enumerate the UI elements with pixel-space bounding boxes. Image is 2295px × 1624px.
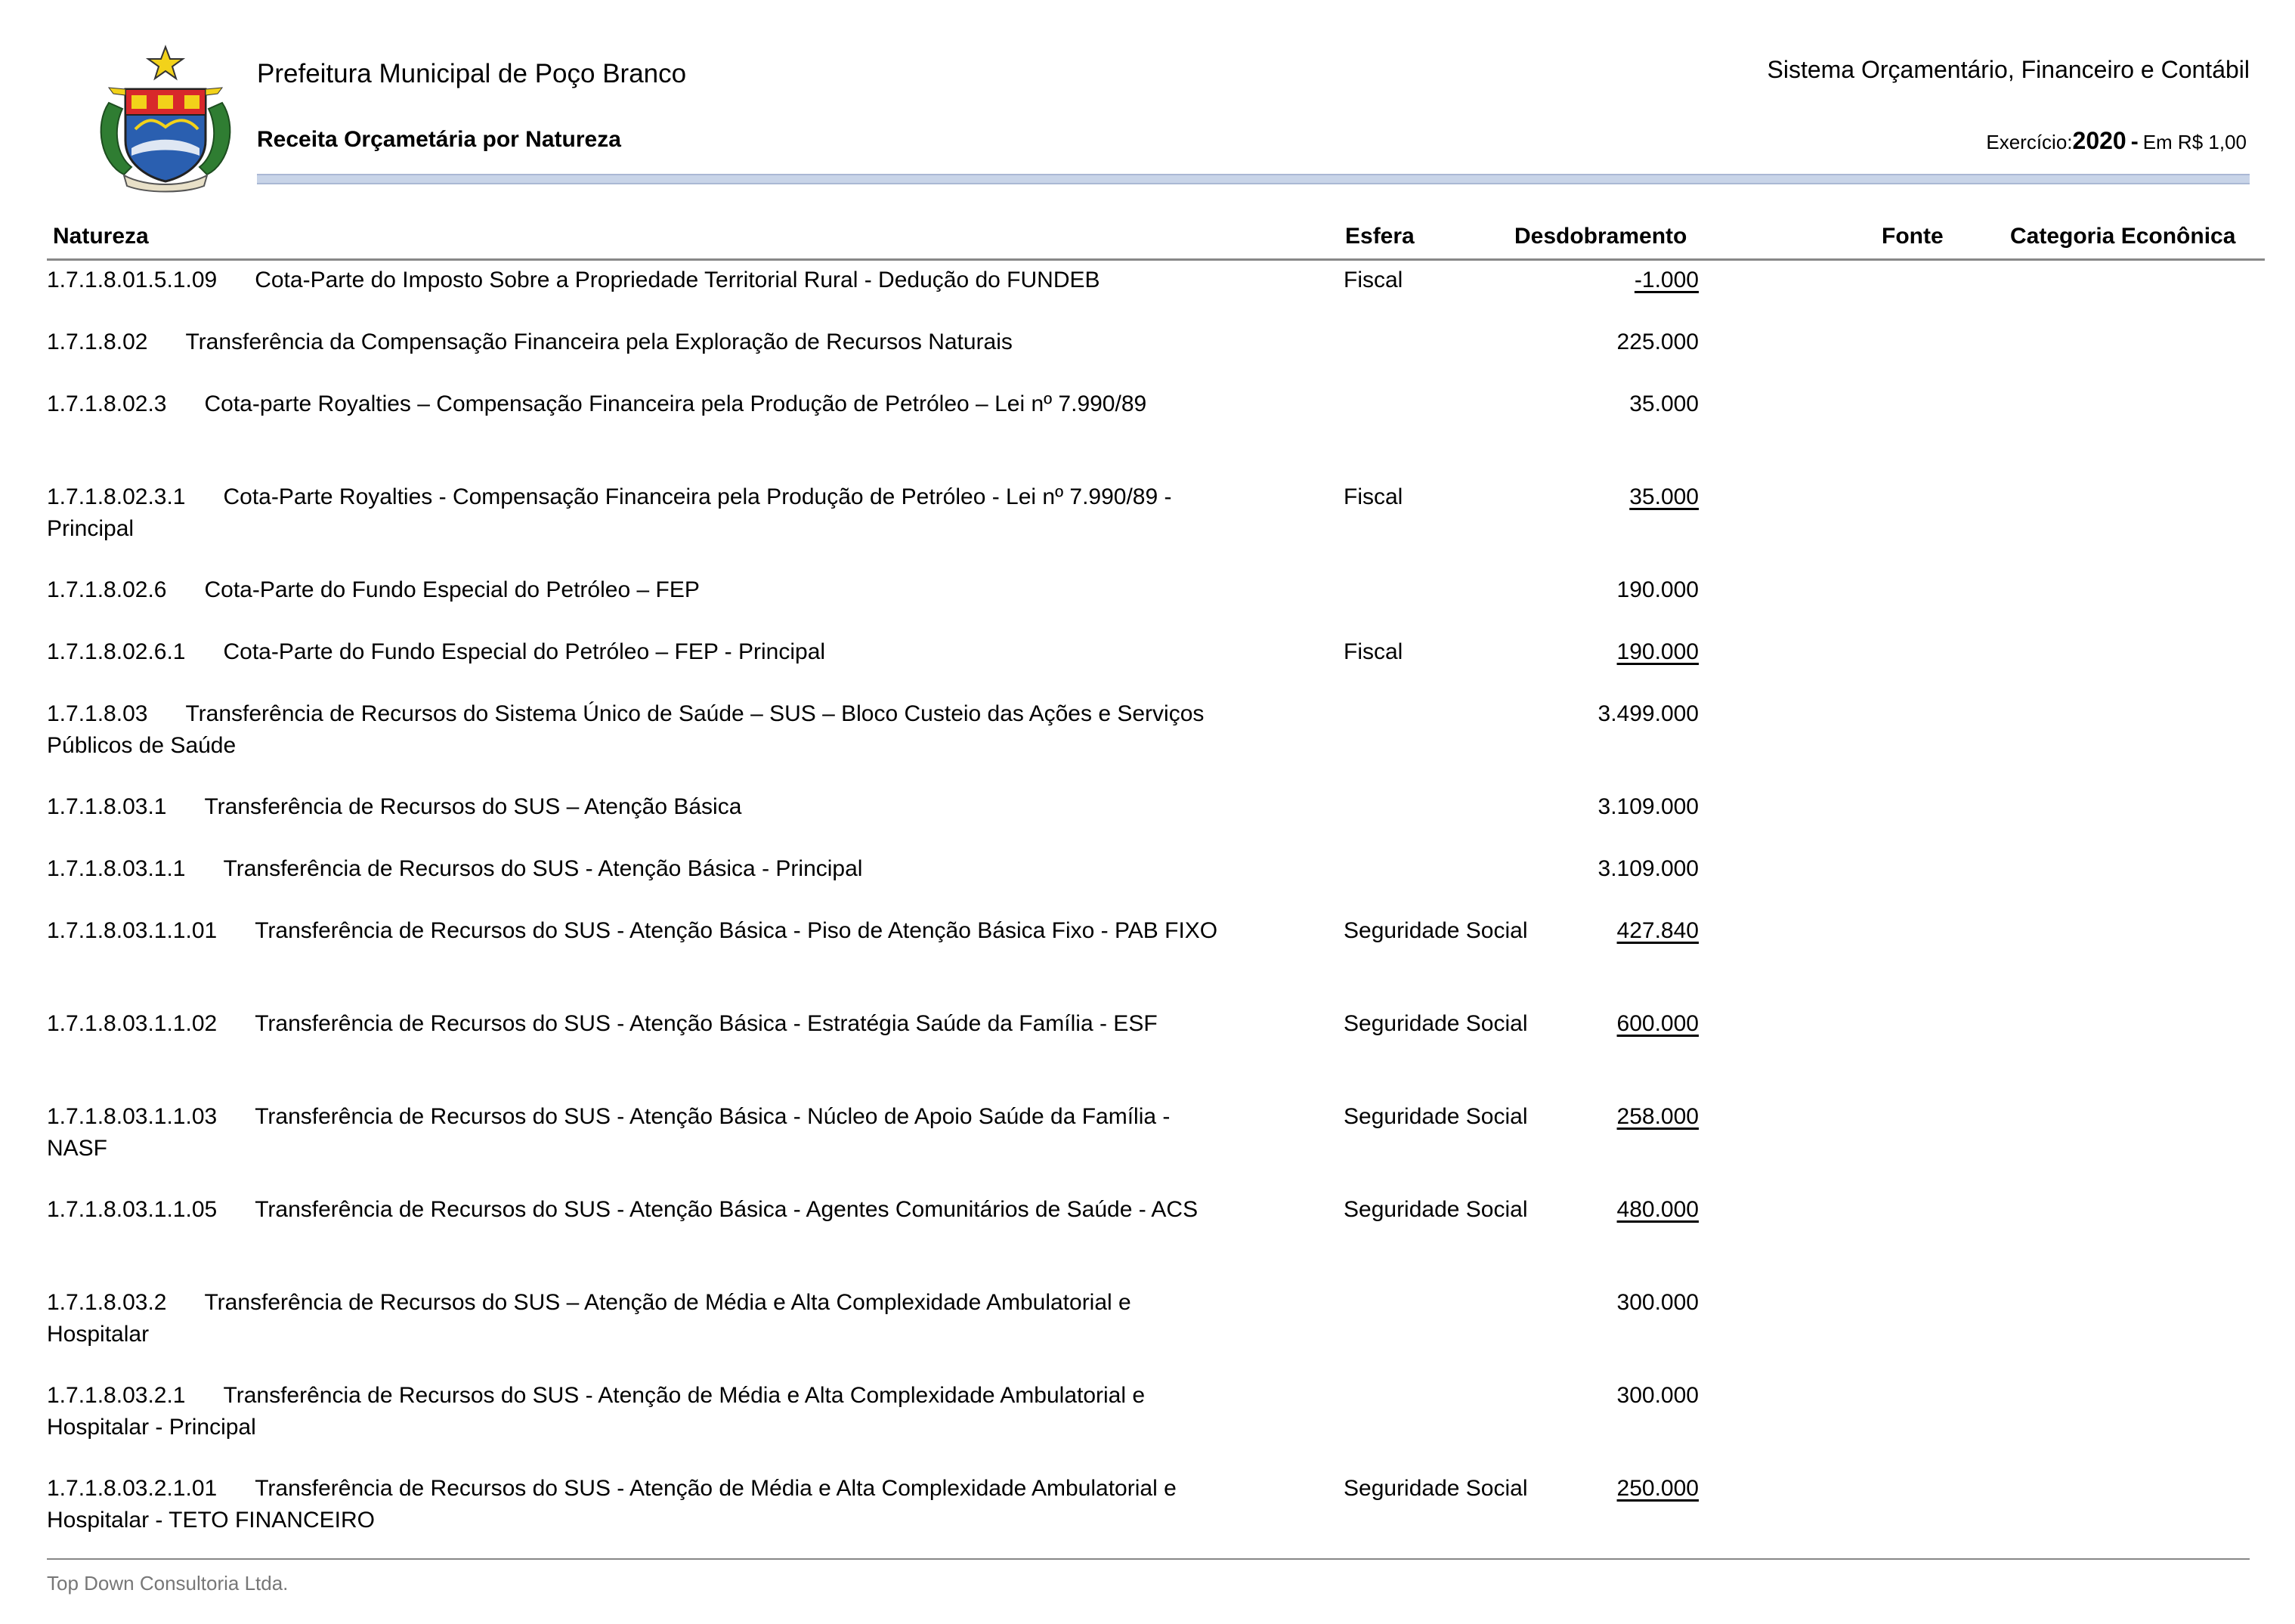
exercicio-info [1986,127,2247,155]
table-row [47,636,2269,698]
natureza-description: Transferência de Recursos do Sistema Único de Saúde – SUS – Bloco Custeio das Ações e Serviços Públicos de Saúde [47,701,1205,758]
exercicio-separator: - [2130,129,2139,154]
desdobramento-cell: 3.499.000 [1598,701,1699,726]
table-row [47,791,2269,853]
desdobramento-cell: 190.000 [1616,577,1699,602]
esfera-cell: Fiscal [1344,639,1403,664]
table-row [47,388,2269,481]
desdobramento-cell: 225.000 [1616,329,1699,354]
organization-name: Prefeitura Municipal de Poço Branco [257,59,687,88]
table-row [47,1473,2269,1566]
natureza-cell [47,915,1226,947]
header-divider [257,174,2250,184]
natureza-code: 1.7.1.8.02.3 [47,391,167,416]
footer-divider [47,1558,2250,1560]
desdobramento-cell: -1.000 [1634,268,1699,292]
natureza-code: 1.7.1.8.03 [47,701,148,726]
natureza-description: Cota-Parte do Fundo Especial do Petróleo – FEP - Principal [223,639,826,664]
column-header-fonte: Fonte [1882,224,1944,249]
currency-label: Em R$ 1,00 [2142,131,2247,153]
esfera-cell: Seguridade Social [1344,1476,1528,1501]
desdobramento-cell: 190.000 [1616,639,1699,664]
natureza-code: 1.7.1.8.02.6 [47,577,167,602]
natureza-code: 1.7.1.8.02.3.1 [47,484,186,509]
footer-company: Top Down Consultoria Ltda. [47,1572,289,1595]
natureza-cell [47,264,1226,296]
table-row [47,326,2269,388]
natureza-code: 1.7.1.8.02 [47,329,148,354]
natureza-description: Cota-Parte do Imposto Sobre a Propriedade Territorial Rural - Dedução do FUNDEB [255,268,1100,292]
natureza-code: 1.7.1.8.03.2.1.01 [47,1476,218,1501]
table-row [47,1287,2269,1380]
desdobramento-cell: 300.000 [1616,1290,1699,1315]
table-row [47,1380,2269,1473]
system-name: Sistema Orçamentário, Financeiro e Contábil [1767,56,2250,83]
table-row [47,1101,2269,1194]
natureza-code: 1.7.1.8.03.1.1.03 [47,1104,218,1129]
natureza-cell [47,1287,1226,1350]
esfera-cell: Seguridade Social [1344,1011,1528,1036]
natureza-description: Transferência de Recursos do SUS - Atenção Básica - Agentes Comunitários de Saúde - ACS [255,1197,1199,1222]
natureza-description: Transferência de Recursos do SUS - Atenção Básica - Estratégia Saúde da Família - ESF [255,1011,1158,1036]
table-row [47,853,2269,915]
natureza-cell [47,636,1226,668]
table-row [47,1194,2269,1287]
natureza-description: Transferência de Recursos do SUS - Atenção Básica - Piso de Atenção Básica Fixo - PAB FIXO [255,918,1218,943]
column-header-natureza: Natureza [53,224,149,249]
natureza-cell [47,574,1226,606]
desdobramento-cell: 3.109.000 [1598,856,1699,881]
table-row [47,915,2269,1008]
natureza-description: Transferência de Recursos do SUS – Atenção Básica [204,794,742,819]
natureza-code: 1.7.1.8.03.2 [47,1290,167,1315]
desdobramento-cell: 258.000 [1616,1104,1699,1129]
desdobramento-cell: 480.000 [1616,1197,1699,1222]
natureza-cell [47,326,1226,358]
table-row [47,1008,2269,1101]
natureza-code: 1.7.1.8.03.1 [47,794,167,819]
revenue-table [47,264,2269,1566]
natureza-cell [47,481,1226,545]
column-header-divider [47,258,2265,261]
natureza-description: Cota-Parte do Fundo Especial do Petróleo – FEP [204,577,700,602]
natureza-description: Transferência de Recursos do SUS - Atenção Básica - Principal [223,856,863,881]
desdobramento-cell: 427.840 [1616,918,1699,943]
table-row [47,574,2269,636]
column-header-esfera: Esfera [1345,224,1415,249]
natureza-cell [47,1473,1226,1536]
natureza-code: 1.7.1.8.03.1.1.01 [47,918,218,943]
natureza-code: 1.7.1.8.03.1.1 [47,856,186,881]
natureza-description: Cota-Parte Royalties - Compensação Financeira pela Produção de Petróleo - Lei nº 7.990/89 - Principal [47,484,1172,541]
natureza-cell [47,1101,1226,1165]
natureza-code: 1.7.1.8.03.1.1.05 [47,1197,218,1222]
esfera-cell: Seguridade Social [1344,1104,1528,1129]
table-row [47,264,2269,326]
natureza-cell [47,388,1226,420]
natureza-code: 1.7.1.8.01.5.1.09 [47,268,218,292]
coat-of-arms-logo [79,42,252,193]
esfera-cell: Seguridade Social [1344,918,1528,943]
natureza-cell [47,853,1226,885]
natureza-description: Transferência de Recursos do SUS – Atenção de Média e Alta Complexidade Ambulatorial e Hospitalar [47,1290,1131,1347]
column-header-categoria: Categoria Econônica [2010,224,2236,249]
desdobramento-cell: 600.000 [1616,1011,1699,1036]
desdobramento-cell: 35.000 [1629,391,1699,416]
desdobramento-cell: 3.109.000 [1598,794,1699,819]
natureza-description: Transferência da Compensação Financeira pela Exploração de Recursos Naturais [185,329,1013,354]
desdobramento-cell: 300.000 [1616,1383,1699,1408]
natureza-cell [47,698,1226,762]
column-header-desdobramento: Desdobramento [1514,224,1687,249]
desdobramento-cell: 35.000 [1629,484,1699,509]
natureza-code: 1.7.1.8.03.2.1 [47,1383,186,1408]
natureza-description: Transferência de Recursos do SUS - Atenção de Média e Alta Complexidade Ambulatorial e Hospitalar - Principal [47,1383,1146,1440]
esfera-cell: Seguridade Social [1344,1197,1528,1222]
natureza-description: Transferência de Recursos do SUS - Atenção Básica - Núcleo de Apoio Saúde da Família - NASF [47,1104,1171,1161]
natureza-description: Transferência de Recursos do SUS - Atenção de Média e Alta Complexidade Ambulatorial e Hospitalar - TETO FINANCEIRO [47,1476,1177,1533]
natureza-code: 1.7.1.8.03.1.1.02 [47,1011,218,1036]
natureza-cell [47,791,1226,823]
table-row [47,698,2269,791]
natureza-cell [47,1008,1226,1040]
report-title: Receita Orçametária por Natureza [257,127,621,152]
desdobramento-cell: 250.000 [1616,1476,1699,1501]
exercicio-year: 2020 [2072,127,2126,154]
table-row [47,481,2269,574]
natureza-code: 1.7.1.8.02.6.1 [47,639,186,664]
exercicio-label: Exercício: [1986,131,2073,153]
natureza-cell [47,1194,1226,1226]
natureza-description: Cota-parte Royalties – Compensação Financeira pela Produção de Petróleo – Lei nº 7.990/89 [204,391,1147,416]
esfera-cell: Fiscal [1344,484,1403,509]
natureza-cell [47,1380,1226,1443]
esfera-cell: Fiscal [1344,268,1403,292]
